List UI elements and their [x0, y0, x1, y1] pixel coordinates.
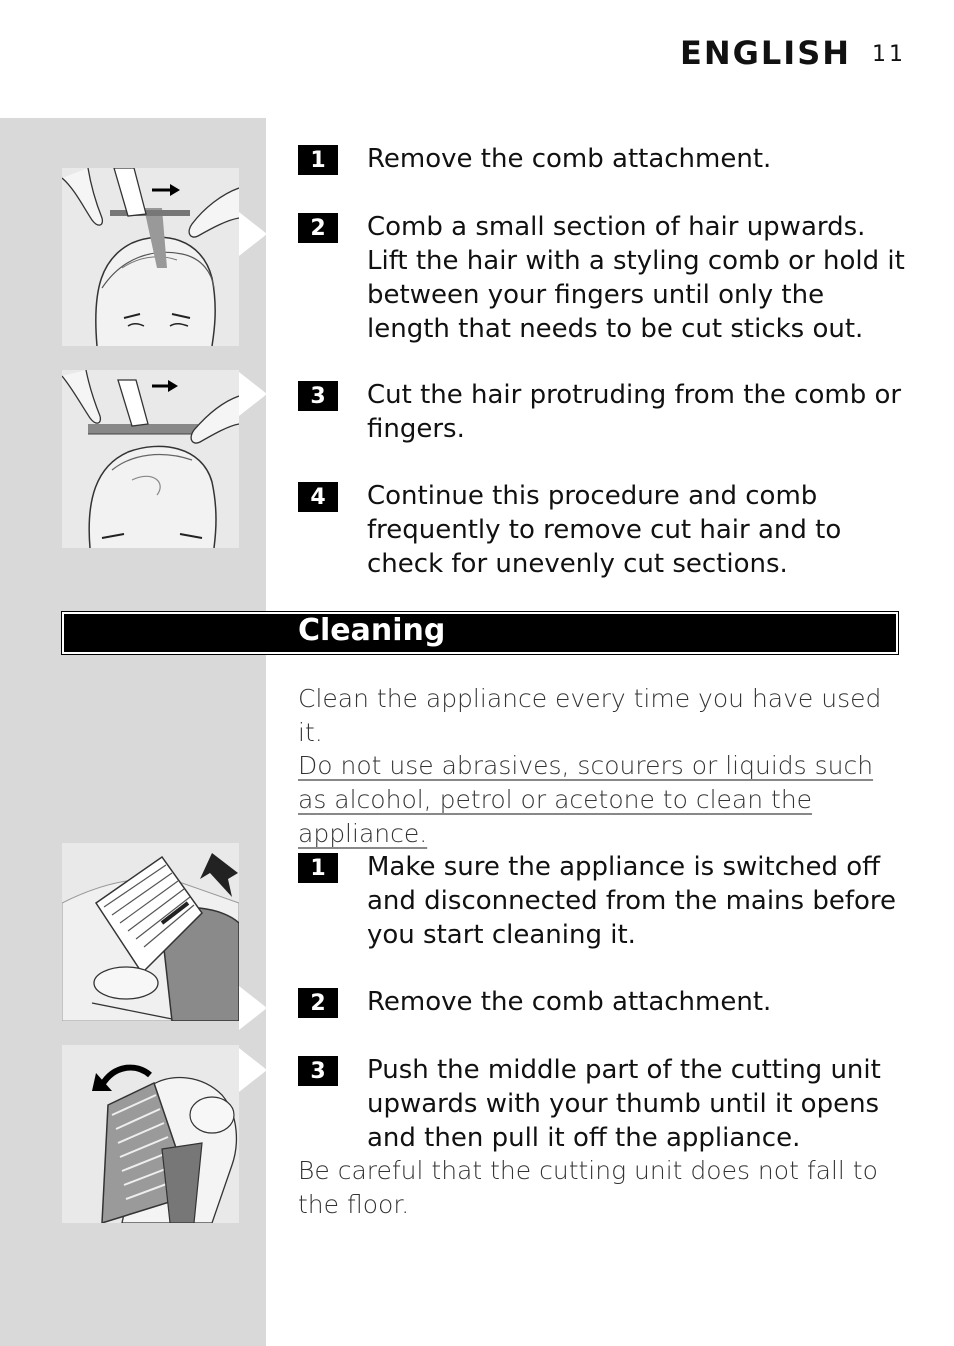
page-number: 11 [872, 42, 906, 67]
language-label: ENGLISH [680, 34, 852, 72]
step-number-badge: 1 [298, 145, 338, 175]
illustration-pointer [239, 986, 267, 1030]
appliance-remove-comb-illustration [62, 843, 239, 1021]
hair-comb-cut-illustration [62, 370, 239, 548]
step-comb-section [298, 210, 908, 346]
section-title: Cleaning [298, 613, 446, 648]
step-text: Make sure the appliance is switched off and disconnected from the mains before you start cleaning it. [367, 852, 897, 950]
illustration-pointer [239, 212, 267, 256]
step-number-badge: 2 [298, 213, 338, 243]
step-number-badge: 2 [298, 988, 338, 1018]
step-text: Remove the comb attachment. [367, 987, 772, 1017]
cleaning-warning: Do not use abrasives, scourers or liquids such as alcohol, petrol or acetone to clean the appliance. [298, 751, 874, 848]
step-cut-hair [298, 378, 908, 446]
step-text: Comb a small section of hair upwards. Lift the hair with a styling comb or hold it between your fingers until only the length that needs to be cut sticks out. [367, 212, 905, 344]
step-text: Push the middle part of the cutting unit upwards with your thumb until it opens and then pull it off the appliance. [367, 1055, 881, 1153]
step-switch-off [298, 850, 908, 952]
illustration-pointer [239, 1048, 267, 1092]
hair-lift-cut-illustration [62, 168, 239, 346]
step-number-badge: 1 [298, 853, 338, 883]
cleaning-note: Be careful that the cutting unit does not fall to the floor. [298, 1156, 878, 1219]
cleaning-intro: Clean the appliance every time you have used it. [298, 684, 882, 747]
step-number-badge: 3 [298, 381, 338, 411]
cutting-unit-remove-illustration [62, 1045, 239, 1223]
step-text: Continue this procedure and comb frequently to remove cut hair and to check for unevenly cut sections. [367, 481, 842, 579]
step-number-badge: 4 [298, 482, 338, 512]
step-remove-comb-cleaning [298, 985, 908, 1019]
section-header-bar [62, 612, 898, 654]
illustration-pointer [239, 372, 267, 416]
step-push-cutting-unit [298, 1053, 908, 1155]
step-number-badge: 3 [298, 1056, 338, 1086]
step-continue [298, 479, 908, 581]
step-text: Remove the comb attachment. [367, 144, 772, 174]
step-text: Cut the hair protruding from the comb or fingers. [367, 380, 902, 444]
step-remove-comb [298, 142, 908, 176]
